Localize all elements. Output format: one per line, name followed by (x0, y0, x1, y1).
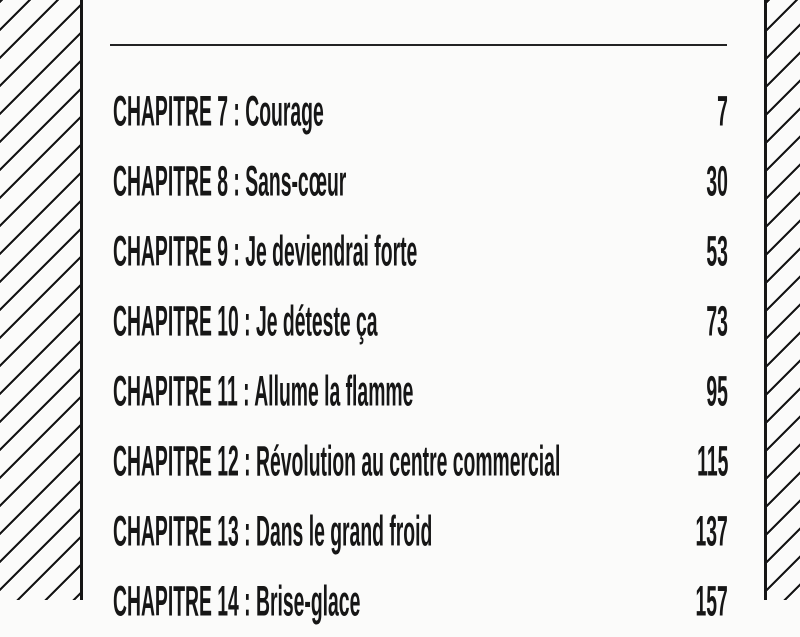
toc-entry-page-number: 95 (706, 367, 728, 416)
toc-entry-page-number: 157 (695, 577, 728, 626)
toc-entry-page-number: 7 (717, 87, 728, 136)
toc-entry-page-number: 115 (696, 437, 728, 486)
toc-list (113, 77, 728, 626)
toc-entry-label: CHAPITRE 8 : Sans-cœur (113, 157, 347, 206)
toc-entry (113, 497, 728, 567)
toc-entry-label: CHAPITRE 9 : Je deviendrai forte (113, 227, 418, 276)
toc-entry-page-number: 53 (706, 227, 728, 276)
toc-entry-page-number: 30 (706, 157, 728, 206)
toc-entry (113, 217, 728, 287)
toc-entry-label: CHAPITRE 13 : Dans le grand froid (113, 507, 433, 556)
right-hatch-border (764, 0, 800, 600)
toc-entry-page-number: 137 (695, 507, 728, 556)
toc-entry (113, 287, 728, 357)
toc-entry-label: CHAPITRE 12 : Révolution au centre commercial (113, 437, 561, 486)
left-hatch-border (0, 0, 83, 600)
top-divider-rule (110, 44, 727, 46)
toc-entry (113, 147, 728, 217)
toc-entry (113, 357, 728, 427)
toc-entry (113, 567, 728, 637)
toc-entry-page-number: 73 (706, 297, 728, 346)
toc-entry (113, 77, 728, 147)
toc-entry-label: CHAPITRE 7 : Courage (113, 87, 324, 136)
toc-entry-label: CHAPITRE 14 : Brise-glace (113, 577, 361, 626)
toc-page (83, 0, 764, 626)
toc-entry-label: CHAPITRE 11 : Allume la flamme (113, 367, 414, 416)
toc-entry-label: CHAPITRE 10 : Je déteste ça (113, 297, 378, 346)
toc-entry (113, 427, 728, 497)
